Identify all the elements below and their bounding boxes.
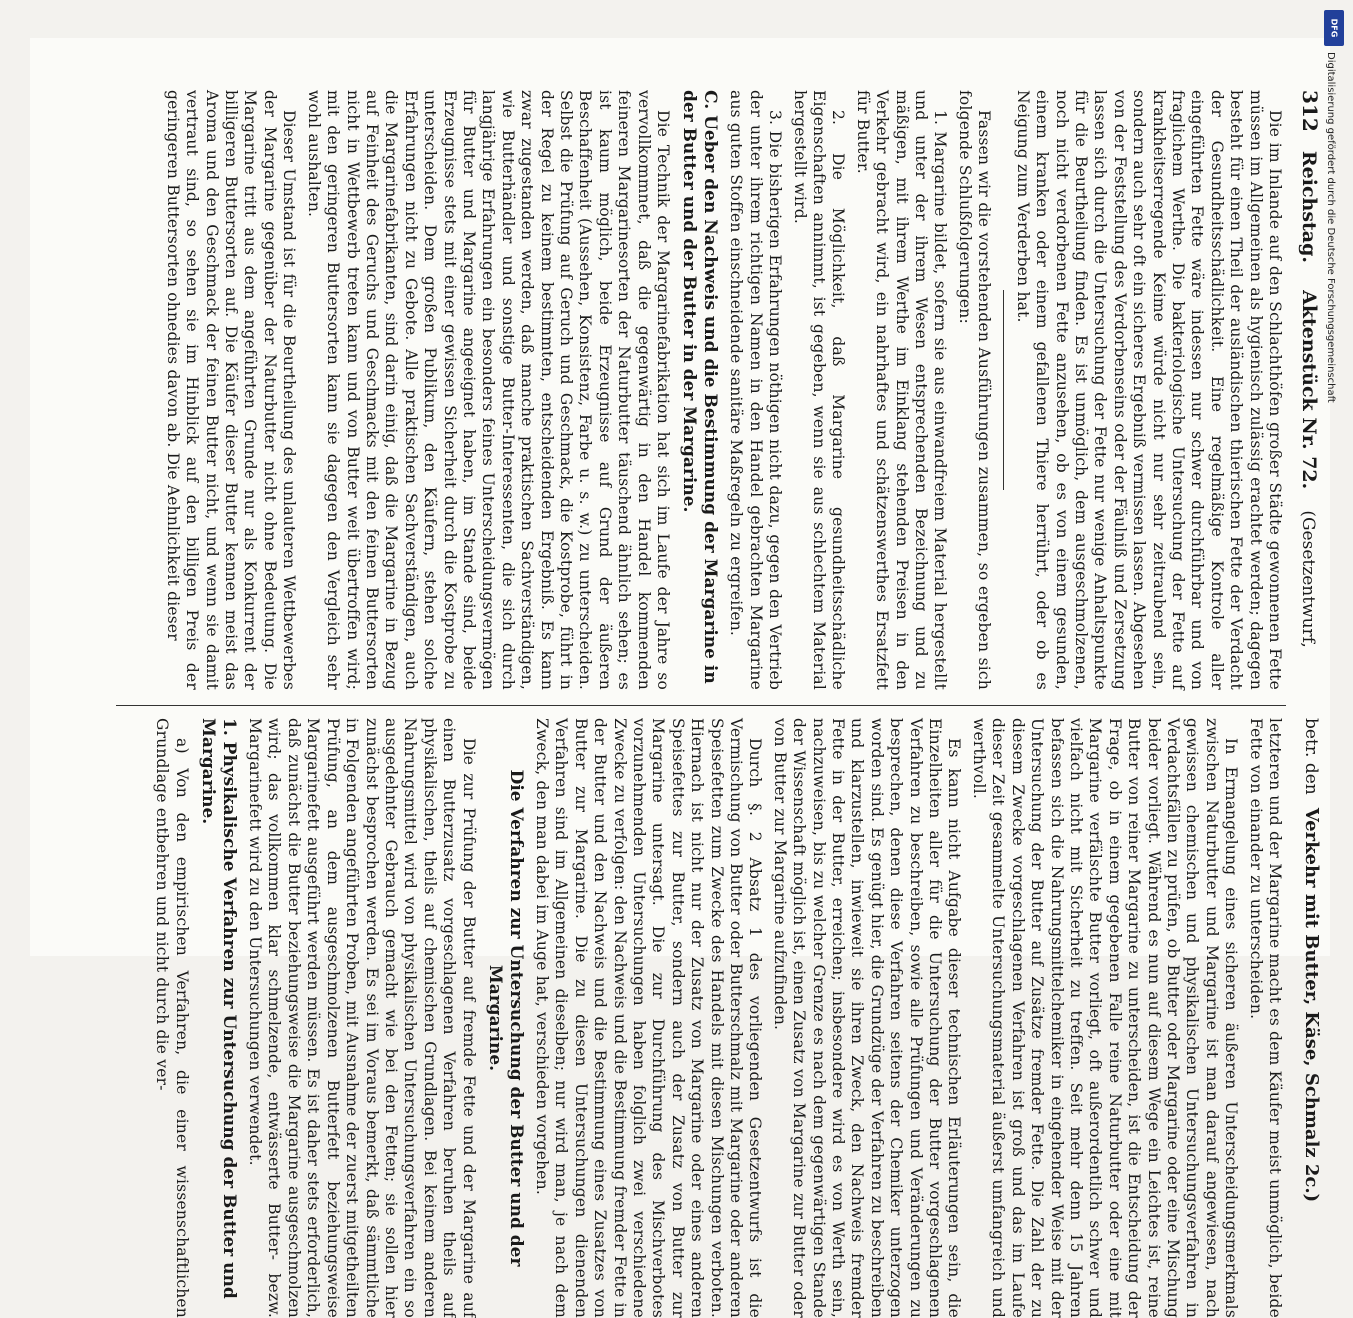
dfg-logo: DFG bbox=[1324, 10, 1344, 46]
paragraph: Durch §. 2 Absatz 1 des vorliegenden Gesetzentwurfs ist die Vermischung von Butter oder Butterschmalz mit Margarine oder anderen Speisefetten zum Zwecke des Handels mit diesen Mischungen verboten. Hiernach ist nicht nur der Zusatz von Margarine oder eines anderen Speisefettes zur Butter, sondern auch der Zusatz von Butter zur Margarine untersagt. Die zur Durchführung des Mischverbotes vorzunehmenden Untersuchungen haben folglich zwei verschiedene Zwecke zu verfolgen: den Nachweis und die Bestimmung fremder Fette in der Butter und den Nachweis und die Bestimmung eines Zusatzes von Butter zur Margarine. Die zu diesen Untersuchungen dienenden Verfahren sind im Allgemeinen dieselben; nur wird man, je nach dem Zweck, den man dabei im Auge hat, verschieden vorgehen. bbox=[532, 718, 765, 1318]
paragraph: Die zur Prüfung der Butter auf fremde Fette und der Margarine auf einen Butterzusatz vorgeschlagenen Verfahren beruhen theils auf physikalischen, theils auf chemischen Grundlagen. Bei keinem anderen Nahrungsmittel wird von physikalischen Untersuchungsverfahren ein so ausgedehnter Gebrauch gemacht wie bei den Fetten; sie sollen hier zunächst besprochen werden. Es sei im Voraus bemerkt, daß sämmtliche in Folgenden angeführten Proben, mit Ausnahme der zuerst mitgetheilten Prüfung, an dem ausgeschmolzenen Butterfett beziehungsweise Margarinefett ausgeführt werden müssen. Es ist daher stets erforderlich, daß zunächst die Butter beziehungsweise die Margarine ausgeschmolzen wird; das vollkommen klar schmelzende, entwässerte Butter- bezw. Margarinefett wird zu den Untersuchungen verwendet. bbox=[246, 718, 478, 1318]
scanned-page bbox=[30, 38, 1330, 1318]
column-divider bbox=[116, 705, 1286, 706]
section-rule bbox=[1003, 290, 1004, 490]
section-heading-methods: Die Verfahren zur Untersuchung der Butter und der Margarine. bbox=[484, 769, 526, 1267]
funding-note: Digitalisierung gefördert durch die Deutsche Forschungsgemeinschaft bbox=[1325, 52, 1336, 403]
rotated-document-page bbox=[90, 78, 1330, 1318]
paragraph: Dieser Umstand ist für die Beurtheilung des unlauteren Wettbewerbes der Margarine gegenüber der Naturbutter nicht ohne Bedeutung. Die Margarine tritt aus dem angeführten Grunde nur als Konkurrent der billigeren Buttersorten auf. Die Käufer dieser Butter kennen meist das Aroma und den Geschmack der feinen Butter nicht, und wenn sie damit vertraut sind, so sehen sie im Hinblick auf den billigen Preis der geringeren Buttersorten ohnedies davon ab. Die Aehnlichkeit dieser bbox=[163, 90, 299, 690]
paragraph: Die im Inlande auf den Schlachthöfen großer Städte gewonnenen Fette müssen im Allgemeinen als hygienisch zulässig erachtet werden; dagegen besteht für einen Theil der ausländischen thierischen Fette der Verdacht der Gesundheitsschädlichkeit. Eine regelmäßige Kontrole aller eingeführten Fette wäre indessen nur schwer durchführbar und von fraglichem Werthe. Die bakteriologische Untersuchung der Fette auf krankheitserregende Keime würde nicht nur sehr zeitraubend sein, sondern auch sehr oft ein sicheres Ergebniß vermissen lassen. Abgesehen von der Feststellung des Verdorbenseins oder der Fäulniß und Zersetzung lassen sich durch die Untersuchung der Fette nur wenige Anhaltspunkte für die Beurtheilung finden. Es ist unmöglich, dem ausgeschmolzenen, noch nicht verdorbenen Fette anzusehen, ob es von einem gesunden, einem kranken oder einem gefallenen Thiere herrührt, oder ob es Neigung zum Verderben hat. bbox=[1013, 90, 1284, 690]
paragraph: Es kann nicht Aufgabe dieser technischen Erläuterungen sein, die Einzelheiten aller für die Untersuchung der Butter vorgeschlagenen Verfahren zu beschreiben, sowie alle Prüfungen und Veränderungen zu besprechen, denen diese Verfahren seitens der Chemiker unterzogen worden sind. Es genügt hier, die Grundzüge der Verfahren zu beschreiben und klarzustellen, inwieweit sie ihren Zweck, den Nachweis fremder Fette in der Butter, erreichen; insbesondere wird es von Werth sein, nachzuweisen, bis zu welcher Grenze es nach dem gegenwärtigen Stande der Wissenschaft möglich ist, einen Zusatz von Margarine zur Butter oder von Butter zur Margarine aufzufinden. bbox=[770, 718, 964, 1318]
paragraph: 3. Die bisherigen Erfahrungen nöthigen nicht dazu, gegen den Vertrieb der unter ihrem richtigen Namen in den Handel gebrachten Margarine aus guten Stoffen einschneidende sanitäre Maßregeln zu ergreifen. bbox=[727, 90, 785, 690]
parliament-label: Reichstag. bbox=[1298, 150, 1320, 264]
right-column bbox=[147, 718, 1284, 1318]
section-heading-physical: 1. Physikalische Verfahren zur Untersuchung der Butter und Margarine. bbox=[197, 718, 239, 1299]
paragraph: 1. Margarine bildet, sofern sie aus einwandfreiem Material hergestellt und unter der ihrem Wesen entsprechenden Bezeichnung und zu mäßigen, mit ihrem Werthe im Einklang stehenden Preisen in den Verkehr gebracht wird, ein nahrhaftes und schätzenswerthes Ersatzfett für Butter. bbox=[853, 90, 950, 690]
paragraph: 2. Die Möglichkeit, daß Margarine gesundheitsschädliche Eigenschaften annimmt, ist gegeben, wenn sie aus schlechtem Material hergestellt wird. bbox=[790, 90, 848, 690]
section-heading-c: C. Ueber den Nachweis und die Bestimmung der Margarine in der Butter und der Butter in der Margarine. bbox=[679, 90, 721, 684]
document-number: Aktenstück Nr. 72. bbox=[1298, 290, 1320, 490]
page-number: 312 bbox=[1298, 90, 1322, 132]
paragraph: Die Technik der Margarinefabrikation hat sich im Laufe der Jahre so vervollkommnet, daß die gegenwärtig in den Handel kommenden feineren Margarinesorten der Naturbutter täuschend ähnlich sehen; es ist kaum möglich, beide Erzeugnisse auf Grund der äußeren Beschaffenheit (Aussehen, Konsistenz, Farbe u. s. w.) zu unterscheiden. Selbst die Prüfung auf Geruch und Geschmack, die Kostprobe, führt in der Regel zu keinem bestimmten, entscheidenden Ergebniß. Es kann zwar zugestanden werden, daß manche praktischen Sachverständigen, wie Butterhändler und sonstige Butter-Interessenten, die sich durch langjährige Erfahrungen ein besonders feines Unterscheidungsvermögen für Butter und Margarine angeeignet haben, im Stande sind, beide Erzeugnisse stets mit einer gewissen Sicherheit durch die Kostprobe zu unterscheiden. Dem großen Publikum, den Käufern, stehen solche Erfahrungen nicht zu Gebote. Alle praktischen Sachverständigen, auch die Margarinefabrikanten, sind darin einig, daß die Margarine in Bezug auf Feinheit des Geruchs und Geschmacks mit den feinen Buttersorten nicht in Wettbewerb treten kann und von Butter weit übertroffen wird; mit den geringeren Buttersorten kann sie dagegen den Vergleich sehr wohl aushalten. bbox=[304, 90, 673, 690]
paragraph: letzteren und der Margarine macht es dem Käufer meist unmöglich, beide Fette von einander zu unterscheiden. bbox=[1246, 718, 1284, 1318]
paragraph: In Ermangelung eines sicheren äußeren Unterscheidungsmerkmals zwischen Naturbutter und Margarine ist man darauf angewiesen, nach gewissen chemischen und physikalischen Untersuchungsverfahren in Verdachtsfällen zu prüfen, ob Butter oder Margarine oder eine Mischung beider vorliegt. Während es nun auf diesem Wege ein Leichtes ist, reine Butter von reiner Margarine zu unterscheiden, ist die Entscheidung der Frage, ob in einem gegebenen Falle reine Naturbutter oder eine mit Margarine verfälschte Butter vorliegt, oft außerordentlich schwer und vielfach nicht mit Sicherheit zu treffen. Seit mehr denn 15 Jahren befassen sich die Nahrungsmittelchemiker in eingehender Weise mit der Untersuchung der Butter auf Zusätze fremder Fette. Die Zahl der zu diesem Zwecke vorgeschlagenen Verfahren ist groß und das im Laufe dieser Zeit gesammelte Untersuchungsmaterial äußerst umfangreich und werthvoll. bbox=[969, 718, 1241, 1318]
paragraph: a) Von den empirischen Verfahren, die einer wissenschaftlichen Grundlage entbehren und nicht durch die ver- bbox=[153, 718, 191, 1318]
left-column bbox=[157, 90, 1284, 690]
paragraph: Fassen wir die vorstehenden Ausführungen zusammen, so ergeben sich folgende Schlußfolgerungen: bbox=[955, 90, 994, 690]
subject-prefix: betr. den bbox=[1301, 718, 1321, 795]
subject-title: Verkehr mit Butter, Käse, Schmalz 2c.) bbox=[1301, 807, 1322, 1203]
document-type: (Gesetzentwurf, bbox=[1298, 510, 1318, 648]
digitization-credit-strip bbox=[1318, 6, 1352, 996]
